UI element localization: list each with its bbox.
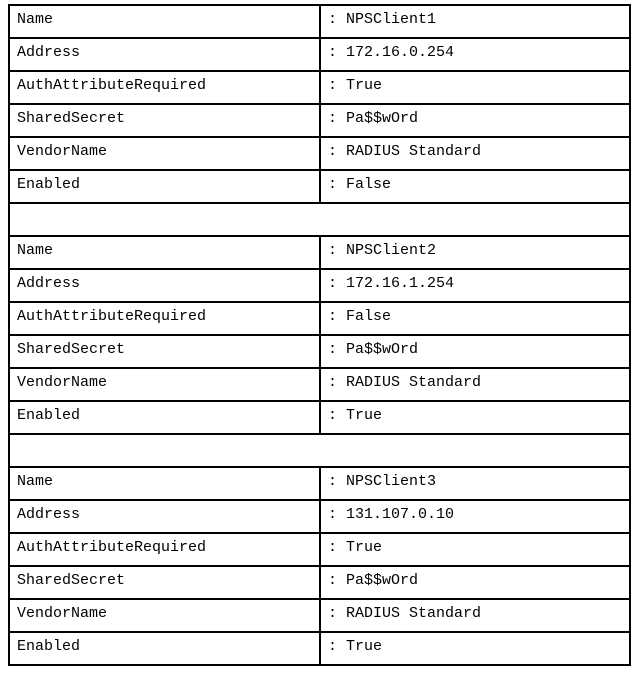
field-value bbox=[320, 368, 630, 401]
value-colon: : bbox=[328, 242, 338, 259]
field-value-text: True bbox=[346, 638, 383, 655]
table-row bbox=[9, 533, 630, 566]
field-value-text: Pa$$wOrd bbox=[346, 341, 419, 358]
field-label: VendorName bbox=[9, 137, 320, 170]
table-row bbox=[9, 599, 630, 632]
value-colon: : bbox=[328, 506, 338, 523]
field-value bbox=[320, 302, 630, 335]
table-row bbox=[9, 368, 630, 401]
client-block-2 bbox=[9, 236, 630, 434]
table-row bbox=[9, 500, 630, 533]
field-value bbox=[320, 104, 630, 137]
field-label: Name bbox=[9, 236, 320, 269]
table-row bbox=[9, 170, 630, 203]
field-value-text: False bbox=[346, 308, 392, 325]
field-label: Enabled bbox=[9, 632, 320, 665]
value-colon: : bbox=[328, 275, 338, 292]
field-label: Enabled bbox=[9, 170, 320, 203]
field-value bbox=[320, 401, 630, 434]
field-value bbox=[320, 38, 630, 71]
value-colon: : bbox=[328, 77, 338, 94]
separator-cell bbox=[9, 203, 630, 236]
separator-row bbox=[9, 434, 630, 467]
table-row bbox=[9, 269, 630, 302]
table-row bbox=[9, 71, 630, 104]
field-value bbox=[320, 137, 630, 170]
value-colon: : bbox=[328, 44, 338, 61]
table-row bbox=[9, 137, 630, 170]
field-value bbox=[320, 599, 630, 632]
field-value bbox=[320, 500, 630, 533]
field-value-text: Pa$$wOrd bbox=[346, 110, 419, 127]
value-colon: : bbox=[328, 143, 338, 160]
table-row bbox=[9, 467, 630, 500]
field-label: Name bbox=[9, 467, 320, 500]
table-row bbox=[9, 236, 630, 269]
value-colon: : bbox=[328, 539, 338, 556]
client-block-3 bbox=[9, 467, 630, 665]
field-value bbox=[320, 236, 630, 269]
separator-cell bbox=[9, 434, 630, 467]
field-value-text: NPSClient1 bbox=[346, 11, 437, 28]
field-value-text: 172.16.1.254 bbox=[346, 275, 455, 292]
field-label: AuthAttributeRequired bbox=[9, 71, 320, 104]
field-value-text: RADIUS Standard bbox=[346, 143, 482, 160]
field-value bbox=[320, 467, 630, 500]
field-label: Enabled bbox=[9, 401, 320, 434]
table-row bbox=[9, 302, 630, 335]
field-value bbox=[320, 170, 630, 203]
field-value-text: RADIUS Standard bbox=[346, 605, 482, 622]
value-colon: : bbox=[328, 473, 338, 490]
field-value bbox=[320, 335, 630, 368]
field-label: SharedSecret bbox=[9, 104, 320, 137]
field-value-text: True bbox=[346, 407, 383, 424]
field-value bbox=[320, 5, 630, 38]
nps-clients-table bbox=[8, 4, 631, 666]
table-row bbox=[9, 335, 630, 368]
field-label: SharedSecret bbox=[9, 335, 320, 368]
field-label: AuthAttributeRequired bbox=[9, 302, 320, 335]
field-value-text: NPSClient3 bbox=[346, 473, 437, 490]
value-colon: : bbox=[328, 605, 338, 622]
field-value-text: RADIUS Standard bbox=[346, 374, 482, 391]
table-row bbox=[9, 104, 630, 137]
field-value bbox=[320, 533, 630, 566]
table-row bbox=[9, 566, 630, 599]
value-colon: : bbox=[328, 11, 338, 28]
value-colon: : bbox=[328, 176, 338, 193]
field-value-text: True bbox=[346, 539, 383, 556]
field-label: Address bbox=[9, 269, 320, 302]
field-value bbox=[320, 566, 630, 599]
field-value-text: 131.107.0.10 bbox=[346, 506, 455, 523]
block-separator-2 bbox=[9, 434, 630, 467]
value-colon: : bbox=[328, 341, 338, 358]
separator-row bbox=[9, 203, 630, 236]
field-label: VendorName bbox=[9, 599, 320, 632]
block-separator-1 bbox=[9, 203, 630, 236]
field-label: Address bbox=[9, 500, 320, 533]
value-colon: : bbox=[328, 407, 338, 424]
field-value-text: True bbox=[346, 77, 383, 94]
client-block-1 bbox=[9, 5, 630, 203]
field-label: Address bbox=[9, 38, 320, 71]
value-colon: : bbox=[328, 572, 338, 589]
field-value bbox=[320, 71, 630, 104]
field-value bbox=[320, 269, 630, 302]
value-colon: : bbox=[328, 110, 338, 127]
field-value-text: 172.16.0.254 bbox=[346, 44, 455, 61]
table-row bbox=[9, 632, 630, 665]
field-value bbox=[320, 632, 630, 665]
field-label: SharedSecret bbox=[9, 566, 320, 599]
field-value-text: NPSClient2 bbox=[346, 242, 437, 259]
value-colon: : bbox=[328, 308, 338, 325]
field-value-text: False bbox=[346, 176, 392, 193]
field-value-text: Pa$$wOrd bbox=[346, 572, 419, 589]
table-row bbox=[9, 38, 630, 71]
field-label: VendorName bbox=[9, 368, 320, 401]
value-colon: : bbox=[328, 374, 338, 391]
table-row bbox=[9, 401, 630, 434]
field-label: AuthAttributeRequired bbox=[9, 533, 320, 566]
value-colon: : bbox=[328, 638, 338, 655]
field-label: Name bbox=[9, 5, 320, 38]
table-row bbox=[9, 5, 630, 38]
